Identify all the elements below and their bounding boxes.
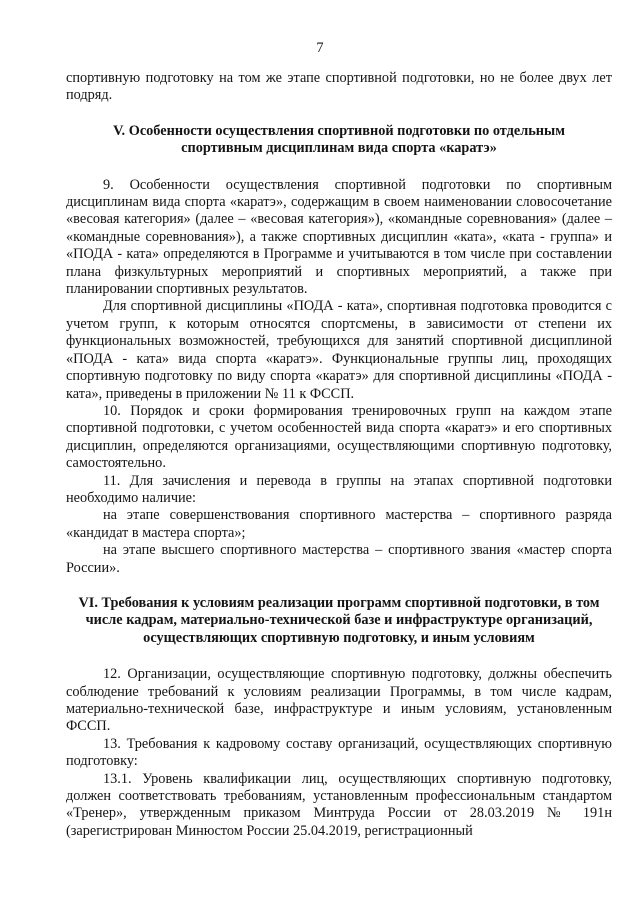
section-5-heading: V. Особенности осуществления спортивной подготовки по отдельным спортивным дисциплинам вида спорта «каратэ» xyxy=(113,122,565,157)
paragraph-9: 9. Особенности осуществления спортивной подготовки по спортивным дисциплинам вида спорта «каратэ», содержащим в своем наименовании словосочетание «весовая категория» (далее – «весовая категория»), «командные соревнования» (далее – «командные соревнования»), а также спортивных дисциплин «ката», «ката - группа» и «ПОДА - ката» определяются в Программе и учитываются в том числе при составлении плана физкультурных мероприятий и спортивных мероприятий, а также при планировании спортивных результатов. xyxy=(66,176,612,298)
page-number: 7 xyxy=(316,40,324,56)
paragraph-12: 12. Организации, осуществляющие спортивную подготовку, должны обеспечить соблюдение требований к условиям реализации Программы, в том числе кадрам, материально-технической базе, инфраструктуре и иным условиям, установленным ФССП. xyxy=(66,666,612,735)
paragraph-13-1: 13.1. Уровень квалификации лиц, осуществляющих спортивную подготовку, должен соответствовать требованиям, установленным профессиональным стандартом «Тренер», утвержденным приказом Минтруда России от 28.03.2019 № 191н (зарегистрирован Минюстом России 25.04.2019, регистрационный xyxy=(66,770,612,839)
paragraph-10: 10. Порядок и сроки формирования тренировочных групп на каждом этапе спортивной подготовки, с учетом особенностей вида спорта «каратэ» и его спортивных дисциплин, определяются организациями, осуществляющими спортивную подготовку, самостоятельно. xyxy=(66,402,612,472)
paragraph-13: 13. Требования к кадровому составу организаций, осуществляющих спортивную подготовку: xyxy=(66,735,612,770)
paragraph-11-master: на этапе высшего спортивного мастерства – спортивного звания «мастер спорта России». xyxy=(66,542,612,576)
page-content xyxy=(66,70,612,840)
paragraph-9-poda: Для спортивной дисциплины «ПОДА - ката», спортивная подготовка проводится с учетом групп, к которым относятся спортсмены, в зависимости от степени их функциональных возможностей, требующихся для занятий спортивной дисциплиной «ПОДА - ката» вида спорта «каратэ». Функциональные группы лиц, проходящих спортивную подготовку по виду спорта «каратэ» для спортивной дисциплины «ПОДА - ката», приведены в приложении № 11 к ФССП. xyxy=(66,298,612,402)
paragraph-11-cms: на этапе совершенствования спортивного мастерства – спортивного разряда «кандидат в мастера спорта»; xyxy=(66,507,612,541)
intro-paragraph: спортивную подготовку на том же этапе спортивной подготовки, но не более двух лет подряд. xyxy=(66,70,612,104)
section-6-heading: VI. Требования к условиям реализации программ спортивной подготовки, в том числе кадрам, материально-технической базе и инфраструктуре организаций, осуществляющих спортивную подготовку, и иным условиям xyxy=(78,594,600,646)
paragraph-11: 11. Для зачисления и перевода в группы на этапах спортивной подготовки необходимо наличие: xyxy=(66,472,612,506)
